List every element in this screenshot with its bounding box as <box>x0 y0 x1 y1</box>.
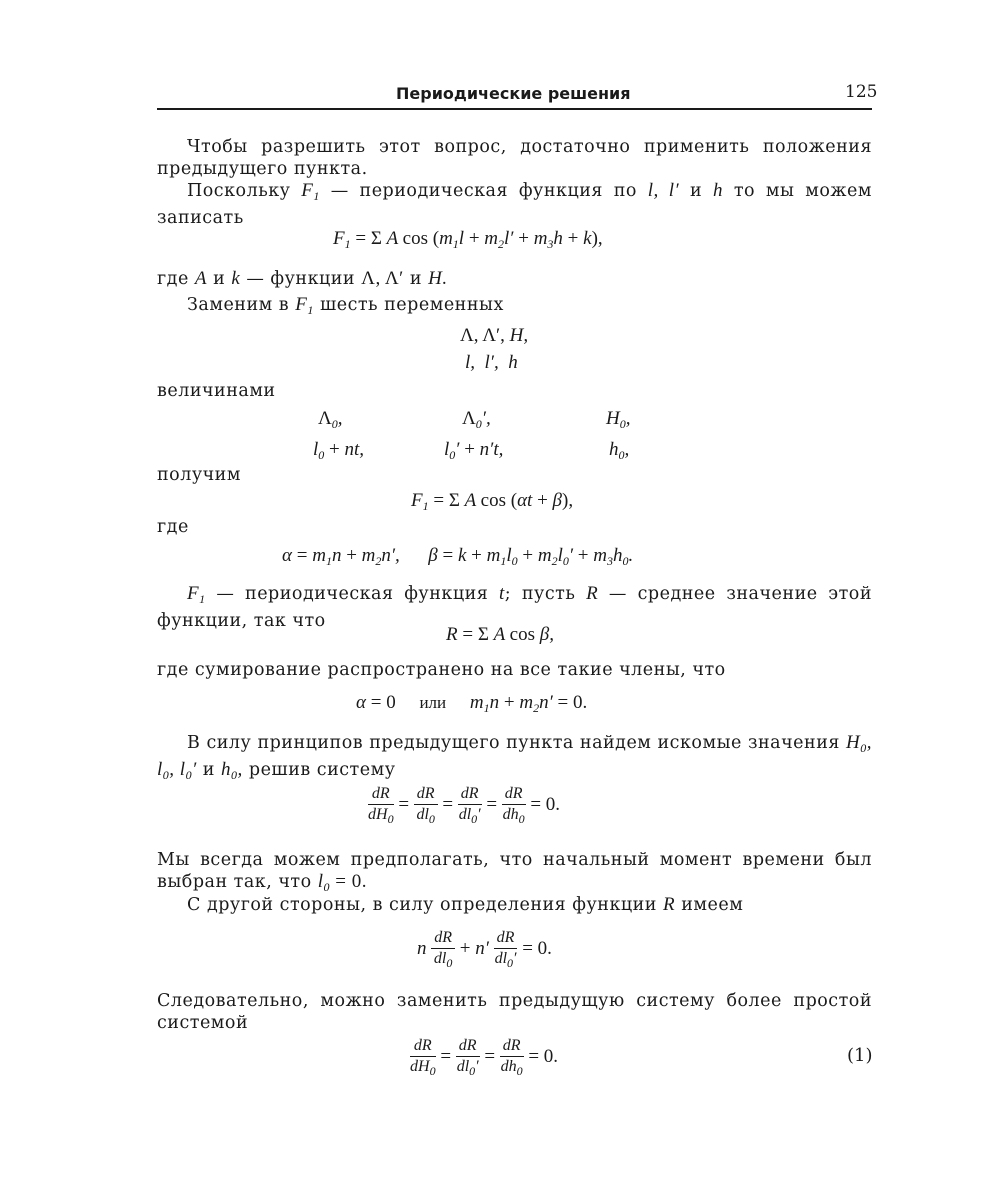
paragraph-2: Поскольку $F_1$ — периодическая функция по l, l′ и h то мы можем записать <box>157 180 872 228</box>
paragraph-3: где A и k — функции Λ, Λ′ и H. <box>157 268 448 289</box>
paragraph-12-text-b: имеем <box>681 895 744 915</box>
paragraph-4-text-a: Заменим в <box>187 295 290 315</box>
paragraph-8-text-b: ; пусть <box>504 584 576 604</box>
paragraph-8-text-a: — периодическая функция <box>216 584 489 604</box>
running-header-title: Периодические решения <box>396 84 631 103</box>
paragraph-1: Чтобы разрешить этот вопрос, достаточно применить положения предыдущего пункта. <box>157 137 872 179</box>
equation-n-derivatives: n $\frac{dR}{dl_0}$ + n′ $\frac{dR}{dl_0'}$ = 0. <box>417 929 552 970</box>
conjunction: и <box>690 181 703 201</box>
paragraph-4-text-b: шесть переменных <box>319 295 504 315</box>
equation-f1-cos: $F_1 = \Sigma$ A cos (αt + β), <box>411 490 574 513</box>
conjunction: и <box>213 269 226 289</box>
paragraph-10-text-b: решив систему <box>248 760 396 780</box>
paragraph-2-text-b: — периодическая функция по <box>330 181 637 201</box>
paragraph-2-text-c: то мы можем записать <box>157 181 872 228</box>
conjunction: и <box>202 760 215 780</box>
paragraph-4: Заменим в $F_1$ шесть переменных <box>187 294 504 317</box>
value-h0-capital: $H_0$, <box>606 408 631 431</box>
equation-number: (1) <box>847 1045 873 1066</box>
paragraph-9: где сумирование распространено на все такие члены, что <box>157 660 726 680</box>
paragraph-5: величинами <box>157 381 276 401</box>
paragraph-6: получим <box>157 465 241 485</box>
paragraph-13: Следовательно, можно заменить предыдущую систему более простой системой <box>157 991 872 1033</box>
equation-system-full: $\frac{dR}{dH_0}$ = $\frac{dR}{dl_0}$ = $\frac{dR}{dl_0'}$ = $\frac{dR}{dh_0}$ = 0. <box>368 785 561 826</box>
or-word: или <box>419 693 447 712</box>
paragraph-8-text-c: — среднее значение этой функции, так что <box>157 584 872 631</box>
value-l0-prime-nt: $l_0' + n't$, <box>444 439 504 462</box>
paragraph-10-text-a: В силу принципов предыдущего пункта найдем искомые значения <box>187 733 840 753</box>
header-rule <box>157 108 872 110</box>
paragraph-8: $F_1$ — периодическая функция t; пусть R — среднее значение этой функции, так что <box>157 583 872 631</box>
equation-r-definition: R = Σ A cos β, <box>446 624 554 645</box>
variables-row-2: l, l′, h <box>465 352 518 373</box>
value-l0-nt: $l_0$ + nt, <box>313 439 365 462</box>
value-lambda0-prime: $\Lambda_0'$, <box>462 408 491 431</box>
paragraph-3-text-a: где <box>157 269 189 289</box>
paragraph-12-text-a: С другой стороны, в силу определения функции <box>187 895 657 915</box>
paragraph-11-text: Мы всегда можем предполагать, что начальный момент времени был выбран так, что <box>157 850 872 892</box>
paragraph-10: В силу принципов предыдущего пункта найдем искомые значения $H_0$, $l_0$, $l_0'$ и $h_0$, решив систему <box>157 732 872 782</box>
conjunction: и <box>409 269 423 289</box>
value-h0: $h_0$, <box>609 439 630 462</box>
paragraph-2-text-a: Поскольку <box>187 181 291 201</box>
equation-alpha-beta: $\alpha = m_1n + m_2n'$, $\beta = k + m_1l_0 + m_2l_0' + m_3h_0$. <box>282 545 634 568</box>
variables-row-1: Λ, Λ′, H, <box>460 325 529 346</box>
paragraph-12: С другой стороны, в силу определения функции R имеем <box>187 894 744 915</box>
paragraph-3-text-b: — функции <box>246 269 356 289</box>
equation-f1-series: $F_1 = \Sigma$ A $\cos (m_1l + m_2l' + m_3h + k)$, <box>333 228 603 251</box>
equation-system-simplified: $\frac{dR}{dH_0}$ = $\frac{dR}{dl_0'}$ = $\frac{dR}{dh_0}$ = 0. <box>410 1037 559 1078</box>
paragraph-7: где <box>157 517 189 537</box>
equation-alpha-zero: α = 0 или $m_1n + m_2n' = 0$. <box>356 692 588 715</box>
paragraph-11: Мы всегда можем предполагать, что начальный момент времени был выбран так, что $l_0 = 0$. <box>157 850 872 894</box>
page-number: 125 <box>845 82 878 102</box>
value-lambda0: $\Lambda_0$, <box>318 408 343 431</box>
